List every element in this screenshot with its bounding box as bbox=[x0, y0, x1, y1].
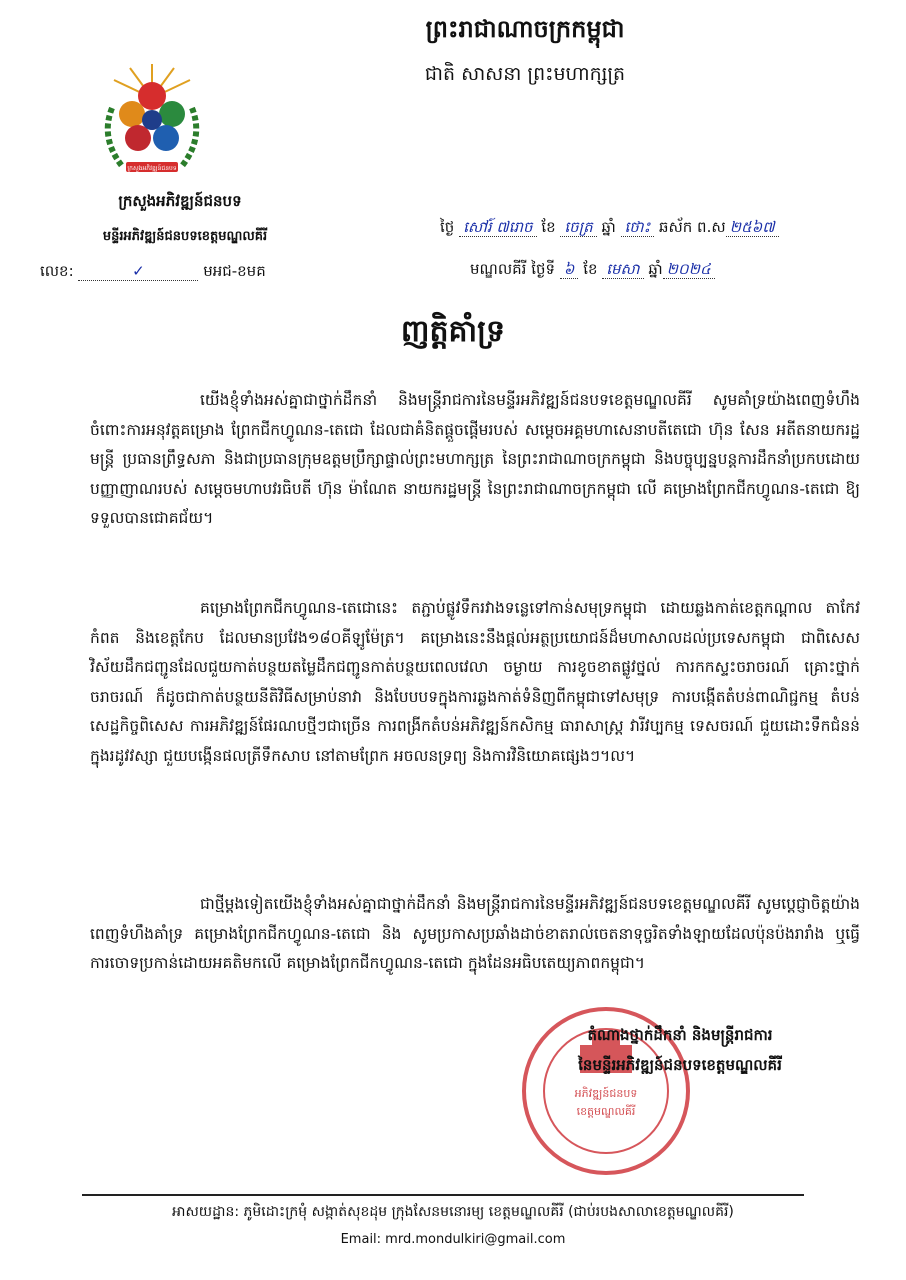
body-paragraph-2: គម្រោងព្រែកជីកហ្វូណន-តេជោនេះ តភ្ជាប់ផ្លូវទឹករវាងទន្លេទៅកាន់សមុទ្រកម្ពុជា ដោយឆ្លងកាត់ខេត្តកណ្តាល តាកែវ កំពត និងខេត្តកែប ដែលមានប្រវែង១៨០គីឡូម៉ែត្រ។ គម្រោងនេះនឹងផ្តល់អត្ថប្រយោជន៍ដ៏មហាសាលដល់ប្រទេសកម្ពុជា ជាពិសេសវិស័យដឹកជញ្ជូនដែលជួយកាត់បន្ថយតម្លៃដឹកជញ្ជូនកាត់បន្ថយពេលវេលា ចម្ងាយ ការខូចខាតផ្លូវថ្នល់ ការកកស្ទះចរាចរណ៍ គ្រោះថ្នាក់ចរាចរណ៍ ក៏ដូចជាកាត់បន្ថយនីតិវិធីសម្រាប់នាវា និងបែបបទក្នុងការឆ្លងកាត់ទំនិញពីកម្ពុជាទៅសមុទ្រ ការបង្កើតតំបន់ពាណិជ្ជកម្ម តំបន់សេដ្ឋកិច្ចពិសេស ការអភិវឌ្ឍន៍ផែរណបថ្មីៗជាច្រើន ការពង្រីកតំបន់អភិវឌ្ឍន៍កសិកម្ម ធារាសាស្ត្រ វារីវប្បកម្ម ទេសចរណ៍ ជួយដោះទឹកជំនន់ក្នុងរដូវវស្សា ជួយបង្កើនផលត្រីទឹកសាប នៅតាមព្រែក អចលនទ្រព្យ និងការវិនិយោគផ្សេងៗ។ល។ bbox=[90, 599, 860, 765]
footer-address: អាសយដ្ឋាន: ភូមិដោះក្រមុំ សង្កាត់សុខដុម ក្រុងសែនមនោរម្យ ខេត្តមណ្ឌលគីរី (ជាប់របងសាលាខេត្តមណ្ឌលគីរី) bbox=[172, 1204, 734, 1220]
solar-year-label: ឆ្នាំ bbox=[648, 260, 663, 278]
solar-day-label: ថ្ងៃទី bbox=[531, 260, 555, 278]
date-place: មណ្ឌលគីរី bbox=[470, 260, 527, 278]
kingdom-heading: ព្រះរាជាណាចក្រកម្ពុជា bbox=[425, 15, 625, 43]
lunar-date bbox=[440, 218, 880, 240]
lunar-day: សៅរ៍ ៧រោច bbox=[459, 218, 536, 237]
solar-month: មេសា bbox=[602, 260, 643, 279]
solar-date bbox=[470, 260, 880, 282]
ministry-logo bbox=[92, 58, 212, 188]
lunar-year: ថោះ bbox=[621, 218, 655, 237]
footer-email[interactable]: Email: mrd.mondulkiri@gmail.com bbox=[340, 1232, 566, 1247]
lunar-year-label: ឆ្នាំ bbox=[601, 218, 616, 236]
ministry-name: ក្រសួងអភិវឌ្ឍន៍ជនបទ bbox=[118, 192, 242, 210]
svg-text:ក្រសួងអភិវឌ្ឍន៍ជនបទ: ក្រសួងអភិវឌ្ឍន៍ជនបទ bbox=[127, 165, 177, 172]
lunar-era: ឆស័ក ព.ស bbox=[658, 218, 726, 236]
signatory-block bbox=[470, 1020, 890, 1080]
solar-day: ៦ bbox=[560, 260, 579, 279]
document-title: ញត្តិគាំទ្រ bbox=[400, 314, 506, 349]
ref-number: ✓ bbox=[78, 262, 198, 281]
body-paragraph-1: យើងខ្ញុំទាំងអស់គ្នាជាថ្នាក់ដឹកនាំ និងមន្ត្រីរាជការនៃមន្ទីរអភិវឌ្ឍន៍ជនបទខេត្តមណ្ឌលគីរី សូមគាំទ្រយ៉ាងពេញទំហឹងចំពោះការអនុវត្តគម្រោង ព្រែកជីកហ្វូណន-តេជោ ដែលជាគំនិតផ្តួចផ្តើមរបស់ សម្តេចអគ្គមហាសេនាបតីតេជោ ហ៊ុន សែន អតីតនាយករដ្ឋមន្ត្រី ប្រធានព្រឹទ្ធសភា និងជាប្រធានក្រុមឧត្តមប្រឹក្សាផ្ទាល់ព្រះមហាក្សត្រ នៃព្រះរាជាណាចក្រកម្ពុជា និងបច្ចុប្បន្នបន្តការដឹកនាំប្រកបដោយបញ្ញាញាណរបស់ សម្តេចមហាបវរធិបតី ហ៊ុន ម៉ាណែត នាយករដ្ឋមន្ត្រី នៃព្រះរាជាណាចក្រកម្ពុជា លើ គម្រោងព្រែកជីកហ្វូណន-តេជោ ឱ្យទទួលបានជោគជ័យ។ bbox=[90, 391, 860, 527]
signatory-line-2: នៃមន្ទីរអភិវឌ្ឍន៍ជនបទខេត្តមណ្ឌលគីរី bbox=[578, 1056, 782, 1074]
reference-number bbox=[40, 262, 266, 284]
lunar-month: ចេត្រ bbox=[560, 218, 596, 237]
national-motto: ជាតិ សាសនា ព្រះមហាក្សត្រ bbox=[424, 63, 626, 85]
department-name: មន្ទីរអភិវឌ្ឍន៍ជនបទខេត្តមណ្ឌលគីរី bbox=[102, 229, 268, 244]
ref-prefix: លេខ: bbox=[40, 262, 74, 280]
svg-text:អភិវឌ្ឍន៍ជនបទ: អភិវឌ្ឍន៍ជនបទ bbox=[574, 1087, 638, 1100]
ref-suffix: មអជ-ខមគ bbox=[203, 262, 266, 280]
signatory-line-1: តំណាងថ្នាក់ដឹកនាំ និងមន្ត្រីរាជការ bbox=[587, 1026, 773, 1044]
lunar-be: ២៥៦៧ bbox=[726, 218, 779, 237]
footer-divider bbox=[82, 1194, 804, 1196]
svg-text:ខេត្តមណ្ឌលគីរី: ខេត្តមណ្ឌលគីរី bbox=[576, 1105, 636, 1118]
solar-year: ២០២៤ bbox=[663, 260, 715, 279]
body-paragraph-3: ជាថ្មីម្តងទៀតយើងខ្ញុំទាំងអស់គ្នាជាថ្នាក់ដឹកនាំ និងមន្ត្រីរាជការនៃមន្ទីរអភិវឌ្ឍន៍ជនបទខេត្តមណ្ឌលគីរី សូមប្តេជ្ញាចិត្តយ៉ាងពេញទំហឹងគាំទ្រ គម្រោងព្រែកជីកហ្វូណន-តេជោ និង សូមប្រកាសប្រឆាំងដាច់ខាតរាល់ចេតនាទុច្ចរិតទាំងឡាយដែលប៉ុនប៉ងរារាំង ឬធ្វើការចោទប្រកាន់ដោយអគតិមកលើ គម្រោងព្រែកជីកហ្វូណន-តេជោ ក្នុងដែនអធិបតេយ្យភាពកម្ពុជា។ bbox=[90, 895, 860, 972]
lunar-month-label: ខែ bbox=[541, 218, 556, 236]
solar-month-label: ខែ bbox=[583, 260, 598, 278]
lunar-prefix: ថ្ងៃ bbox=[440, 218, 455, 236]
